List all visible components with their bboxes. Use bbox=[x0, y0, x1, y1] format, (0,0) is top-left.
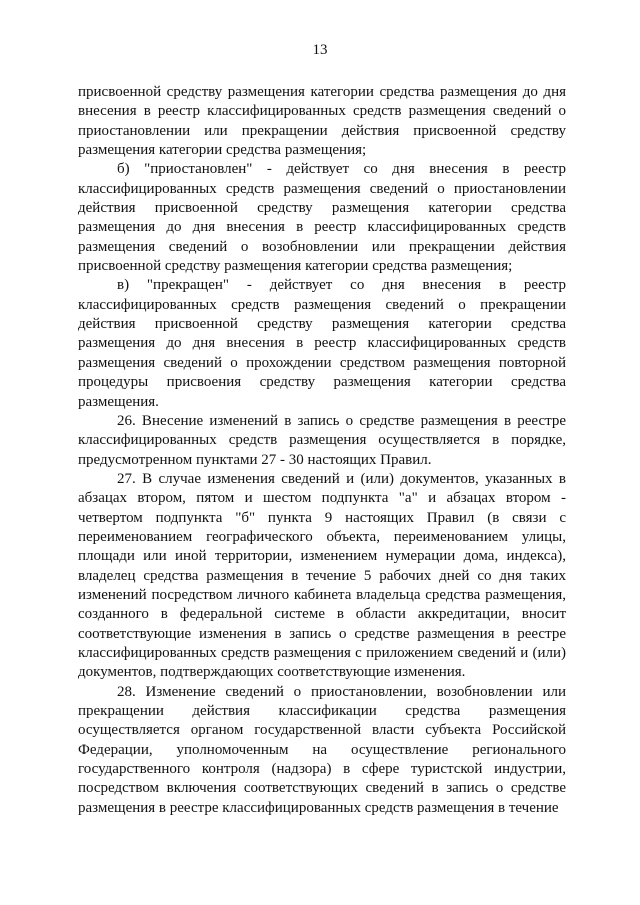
paragraph-continuation: присвоенной средству размещения категории средства размещения до дня внесения в реестр классифицированных средств размещения сведений о приостановлении или прекращении действия присвоенной средству размещения категории средства размещения; bbox=[78, 84, 566, 159]
paragraph-item-26: 26. Внесение изменений в запись о средстве размещения в реестре классифицированных средств размещения осуществляется в порядке, предусмотренном пунктами 27 - 30 настоящих Правил. bbox=[78, 412, 566, 468]
paragraph-item-27: 27. В случае изменения сведений и (или) документов, указанных в абзацах втором, пятом и шестом подпункта "а" и абзацах втором - четвертом подпункта "б" пункта 9 настоящих Правил (в связи с переименованием географического объекта, переименованием улицы, площади или иной территории, изменением нумерации дома, индекса), владелец средства размещения в течение 5 рабочих дней со дня таких изменений посредством личного кабинета владельца средства размещения, созданного в федеральной системе в области аккредитации, вносит соответствующие изменения в запись о средстве размещения в реестре классифицированных средств размещения с приложением сведений и (или) документов, подтверждающих соответствующие изменения. bbox=[78, 470, 566, 681]
document-body bbox=[78, 83, 566, 818]
page-number: 13 bbox=[312, 42, 328, 58]
paragraph-subitem-b: б) "приостановлен" - действует со дня внесения в реестр классифицированных средств размещения сведений о приостановлении действия присвоенной средству размещения категории средства размещения до дня внесения в реестр классифицированных средств размещения сведений о возобновлении или прекращении действия присвоенной средству размещения категории средства размещения; bbox=[78, 161, 566, 275]
paragraph-subitem-v: в) "прекращен" - действует со дня внесения в реестр классифицированных средств размещения сведений о прекращении действия присвоенной средству размещения категории средства размещения до дня внесения в реестр классифицированных средств размещения сведений о прохождении средством размещения повторной процедуры присвоения средству размещения категории средства размещения. bbox=[78, 277, 566, 410]
paragraph-item-28: 28. Изменение сведений о приостановлении, возобновлении или прекращении действия классификации средства размещения осуществляется органом государственной власти субъекта Российской Федерации, уполномоченным на осуществление регионального государственного контроля (надзора) в сфере туристской индустрии, посредством включения соответствующих сведений в запись о средстве размещения в реестре классифицированных средств размещения в течение bbox=[78, 683, 566, 816]
